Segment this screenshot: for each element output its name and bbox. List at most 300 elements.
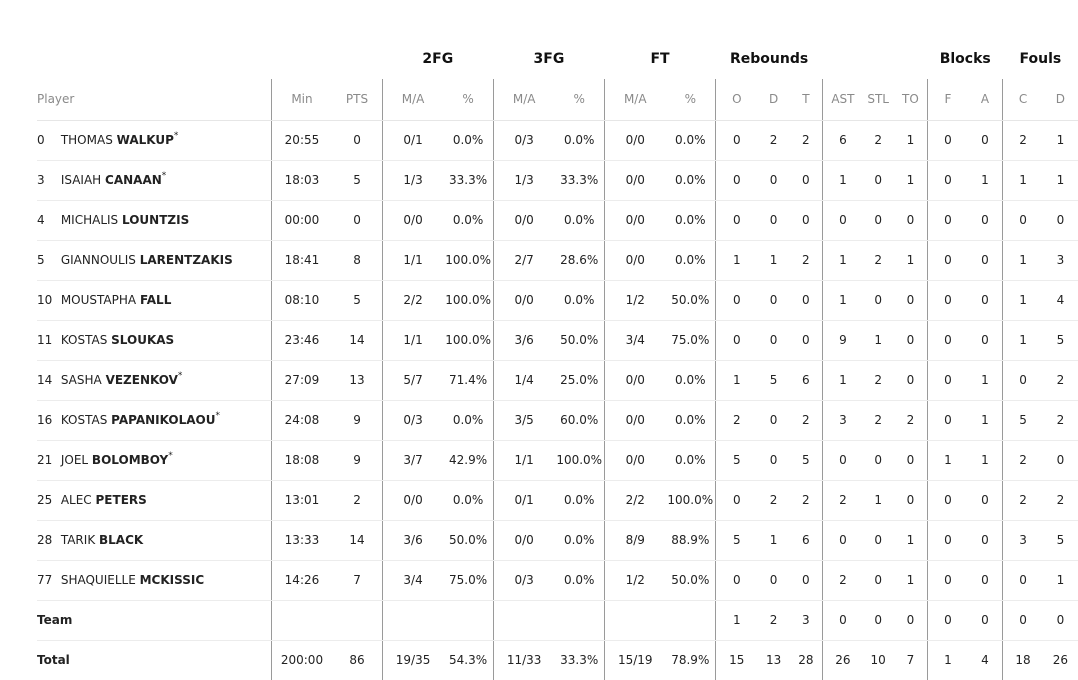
player-blk-f: 0	[928, 320, 968, 360]
summary-rows	[37, 600, 1078, 680]
player-reb-d: 0	[758, 400, 790, 440]
player-to: 1	[894, 560, 928, 600]
player-3fg-pct: 28.6%	[554, 240, 604, 280]
player-blk-f: 0	[928, 240, 968, 280]
player-min: 18:41	[271, 240, 332, 280]
starter-marker: *	[173, 131, 179, 141]
player-blk-a: 0	[968, 480, 1003, 520]
player-name-cell[interactable]	[37, 120, 271, 160]
player-stl: 0	[863, 520, 894, 560]
player-ast: 2	[823, 480, 863, 520]
player-reb-t: 5	[790, 440, 823, 480]
player-3fg-ma: 0/0	[493, 280, 554, 320]
team-label: Team	[37, 600, 271, 640]
total-fouls-d: 26	[1052, 653, 1069, 668]
player-2fg-pct: 0.0%	[443, 480, 493, 520]
table-row	[37, 120, 1078, 160]
player-number: 10	[37, 293, 53, 307]
player-number: 21	[37, 453, 53, 467]
player-ft-ma: 2/2	[604, 480, 665, 520]
player-name-cell[interactable]	[37, 280, 271, 320]
table-row	[37, 560, 1078, 600]
team-reb-o: 1	[716, 600, 758, 640]
player-pts: 9	[332, 440, 382, 480]
total-ft-ma: 15/19	[604, 640, 665, 680]
player-fouls-c: 2	[1003, 480, 1043, 520]
team-row	[37, 600, 1078, 640]
player-pts: 14	[332, 520, 382, 560]
player-reb-t: 0	[790, 280, 823, 320]
player-pts: 0	[332, 120, 382, 160]
total-label: Total	[37, 653, 70, 668]
player-fouls-c: 3	[1003, 520, 1043, 560]
total-fouls-c: 18	[1003, 640, 1043, 680]
player-to: 0	[894, 320, 928, 360]
player-blk-a: 1	[968, 440, 1003, 480]
player-last-name: MCKISSIC	[139, 573, 205, 587]
player-3fg-pct: 0.0%	[554, 280, 604, 320]
player-2fg-ma: 5/7	[382, 360, 443, 400]
player-to: 0	[894, 360, 928, 400]
player-2fg-pct: 100.0%	[443, 280, 493, 320]
player-reb-o: 2	[716, 400, 758, 440]
player-3fg-ma: 0/3	[493, 120, 554, 160]
player-ft-pct: 0.0%	[666, 400, 716, 440]
player-rows	[37, 120, 1078, 600]
player-fouls-c: 0	[1003, 360, 1043, 400]
column-header-reb-t: T	[790, 79, 823, 120]
player-ast: 0	[823, 520, 863, 560]
column-header-player: Player	[37, 79, 271, 120]
player-3fg-ma: 0/0	[493, 200, 554, 240]
player-reb-o: 0	[716, 280, 758, 320]
player-blk-a: 0	[968, 200, 1003, 240]
player-name-cell[interactable]	[37, 440, 271, 480]
column-header-2fg-ma: M/A	[382, 79, 443, 120]
player-blk-f: 0	[928, 400, 968, 440]
player-name-cell[interactable]	[37, 200, 271, 240]
table-row	[37, 240, 1078, 280]
player-to: 0	[894, 200, 928, 240]
total-min: 200:00	[271, 640, 332, 680]
player-fouls-c: 1	[1003, 320, 1043, 360]
player-blk-a: 0	[968, 280, 1003, 320]
player-min: 08:10	[271, 280, 332, 320]
player-pts: 9	[332, 400, 382, 440]
table-row	[37, 520, 1078, 560]
player-name-cell[interactable]	[37, 400, 271, 440]
player-ft-ma: 0/0	[604, 400, 665, 440]
column-header-ft-pct: %	[666, 79, 716, 120]
player-name-cell[interactable]	[37, 240, 271, 280]
player-reb-d: 0	[758, 440, 790, 480]
player-3fg-ma: 0/3	[493, 560, 554, 600]
player-fouls-c: 2	[1003, 440, 1043, 480]
total-row	[37, 640, 1078, 680]
player-2fg-ma: 1/1	[382, 320, 443, 360]
column-header-min: Min	[271, 79, 332, 120]
total-reb-o: 15	[716, 640, 758, 680]
player-fouls-c: 2	[1003, 120, 1043, 160]
player-name-cell[interactable]	[37, 160, 271, 200]
player-ast: 1	[823, 280, 863, 320]
total-ft-pct: 78.9%	[671, 653, 710, 668]
player-min: 20:55	[271, 120, 332, 160]
player-stl: 0	[863, 440, 894, 480]
player-fouls-d: 2	[1043, 480, 1078, 520]
total-3fg-pct: 33.3%	[560, 653, 599, 668]
player-ft-ma: 0/0	[604, 120, 665, 160]
player-2fg-pct: 0.0%	[443, 120, 493, 160]
player-blk-f: 0	[928, 520, 968, 560]
player-last-name: LARENTZAKIS	[139, 253, 233, 267]
player-last-name: VEZENKOV	[105, 373, 178, 387]
player-first-name: MICHALIS	[60, 213, 119, 227]
player-reb-d: 0	[758, 560, 790, 600]
player-ft-pct: 75.0%	[666, 320, 716, 360]
player-pts: 7	[332, 560, 382, 600]
column-header-to: TO	[894, 79, 928, 120]
starter-marker: *	[161, 171, 167, 181]
player-blk-f: 0	[928, 480, 968, 520]
player-ft-ma: 0/0	[604, 200, 665, 240]
player-reb-d: 2	[758, 120, 790, 160]
player-stl: 1	[863, 480, 894, 520]
player-3fg-ma: 1/4	[493, 360, 554, 400]
total-3fg-ma: 11/33	[493, 640, 554, 680]
player-reb-t: 0	[790, 560, 823, 600]
player-ast: 1	[823, 240, 863, 280]
player-reb-d: 0	[758, 280, 790, 320]
total-reb-d: 13	[765, 653, 782, 668]
player-number: 25	[37, 493, 53, 507]
player-3fg-pct: 0.0%	[554, 560, 604, 600]
player-last-name: LOUNTZIS	[122, 213, 190, 227]
team-blk-f: 0	[928, 600, 968, 640]
column-header-fouls-d: D	[1043, 79, 1078, 120]
player-3fg-pct: 0.0%	[554, 120, 604, 160]
player-2fg-pct: 100.0%	[443, 240, 493, 280]
starter-marker: *	[177, 371, 183, 381]
player-2fg-pct: 0.0%	[443, 400, 493, 440]
column-header-3fg-ma: M/A	[493, 79, 554, 120]
player-blk-a: 0	[968, 560, 1003, 600]
player-ft-pct: 0.0%	[666, 440, 716, 480]
player-blk-f: 0	[928, 560, 968, 600]
player-stl: 2	[863, 240, 894, 280]
player-blk-a: 1	[968, 160, 1003, 200]
player-first-name: JOEL	[60, 453, 89, 467]
player-ast: 6	[823, 120, 863, 160]
player-first-name: KOSTAS	[60, 413, 108, 427]
player-fouls-c: 5	[1003, 400, 1043, 440]
player-last-name: SLOUKAS	[111, 333, 175, 347]
starter-marker: *	[168, 451, 173, 461]
column-header-ast: AST	[823, 79, 863, 120]
player-2fg-ma: 0/0	[382, 200, 443, 240]
player-reb-o: 5	[716, 440, 758, 480]
player-3fg-pct: 60.0%	[554, 400, 604, 440]
player-pts: 13	[332, 360, 382, 400]
player-reb-o: 0	[716, 120, 758, 160]
player-min: 18:03	[271, 160, 332, 200]
team-reb-d: 2	[758, 600, 790, 640]
player-pts: 14	[332, 320, 382, 360]
player-min: 24:08	[271, 400, 332, 440]
player-ft-pct: 100.0%	[666, 480, 716, 520]
player-reb-t: 0	[790, 200, 823, 240]
column-header-reb-o: O	[716, 79, 758, 120]
player-2fg-pct: 33.3%	[443, 160, 493, 200]
player-fouls-d: 0	[1043, 200, 1078, 240]
player-blk-f: 0	[928, 360, 968, 400]
player-number: 5	[37, 253, 45, 267]
group-header-row	[37, 37, 1078, 79]
total-2fg-ma: 19/35	[382, 640, 443, 680]
player-number: 11	[37, 333, 53, 347]
player-last-name: BOLOMBOY	[91, 453, 169, 467]
player-3fg-pct: 100.0%	[554, 440, 604, 480]
player-stl: 0	[863, 560, 894, 600]
table-row	[37, 200, 1078, 240]
player-reb-d: 1	[758, 240, 790, 280]
player-blk-a: 0	[968, 240, 1003, 280]
player-ast: 9	[823, 320, 863, 360]
player-ft-pct: 0.0%	[666, 160, 716, 200]
player-ft-pct: 88.9%	[666, 520, 716, 560]
player-ft-pct: 0.0%	[666, 240, 716, 280]
player-to: 0	[894, 440, 928, 480]
player-fouls-d: 1	[1043, 560, 1078, 600]
player-stl: 2	[863, 360, 894, 400]
player-fouls-c: 0	[1003, 200, 1043, 240]
player-name-cell[interactable]	[37, 560, 271, 600]
total-pts: 86	[349, 653, 365, 668]
player-stl: 2	[863, 120, 894, 160]
player-blk-f: 0	[928, 200, 968, 240]
player-2fg-pct: 50.0%	[443, 520, 493, 560]
player-stl: 0	[863, 160, 894, 200]
player-first-name: SHAQUIELLE	[60, 573, 136, 587]
player-fouls-d: 2	[1043, 400, 1078, 440]
player-pts: 8	[332, 240, 382, 280]
player-reb-o: 5	[716, 520, 758, 560]
player-2fg-pct: 71.4%	[443, 360, 493, 400]
column-header-stl: STL	[863, 79, 894, 120]
player-ft-pct: 0.0%	[666, 200, 716, 240]
player-fouls-c: 0	[1003, 560, 1043, 600]
player-blk-f: 0	[928, 120, 968, 160]
player-stl: 2	[863, 400, 894, 440]
column-header-fouls-c: C	[1003, 79, 1043, 120]
player-blk-a: 1	[968, 400, 1003, 440]
starter-marker: *	[215, 411, 220, 421]
player-2fg-ma: 3/6	[382, 520, 443, 560]
total-blk-a: 4	[981, 653, 989, 668]
player-3fg-ma: 1/1	[493, 440, 554, 480]
player-name-cell[interactable]	[37, 480, 271, 520]
player-first-name: SASHA	[60, 373, 102, 387]
player-stl: 0	[863, 200, 894, 240]
player-3fg-pct: 33.3%	[554, 160, 604, 200]
group-header-blank	[37, 37, 271, 79]
player-first-name: KOSTAS	[60, 333, 108, 347]
player-name-cell[interactable]	[37, 320, 271, 360]
team-reb-t: 3	[790, 600, 823, 640]
player-ft-pct: 50.0%	[666, 560, 716, 600]
table-row	[37, 440, 1078, 480]
player-number: 28	[37, 533, 53, 547]
player-number: 16	[37, 413, 53, 427]
column-header-3fg-pct: %	[554, 79, 604, 120]
player-last-name: FALL	[139, 293, 172, 307]
table-row	[37, 280, 1078, 320]
player-stl: 1	[863, 320, 894, 360]
player-reb-t: 2	[790, 400, 823, 440]
player-fouls-d: 4	[1043, 280, 1078, 320]
player-ast: 0	[823, 440, 863, 480]
player-2fg-ma: 3/4	[382, 560, 443, 600]
player-fouls-d: 5	[1043, 320, 1078, 360]
team-fouls-d: 0	[1043, 600, 1078, 640]
player-2fg-ma: 0/1	[382, 120, 443, 160]
column-header-blk-f: F	[928, 79, 968, 120]
player-3fg-pct: 0.0%	[554, 480, 604, 520]
player-ast: 3	[823, 400, 863, 440]
player-to: 1	[894, 520, 928, 560]
player-2fg-pct: 0.0%	[443, 200, 493, 240]
player-reb-t: 0	[790, 160, 823, 200]
player-name-cell[interactable]	[37, 360, 271, 400]
player-stl: 0	[863, 280, 894, 320]
player-3fg-pct: 0.0%	[554, 200, 604, 240]
player-3fg-ma: 3/5	[493, 400, 554, 440]
group-header-rebounds: Rebounds	[729, 51, 809, 67]
player-ft-pct: 0.0%	[666, 360, 716, 400]
group-header-3fg: 3FG	[533, 51, 565, 67]
player-3fg-ma: 0/0	[493, 520, 554, 560]
player-ft-ma: 1/2	[604, 560, 665, 600]
group-header-blocks: Blocks	[939, 51, 991, 67]
player-pts: 5	[332, 160, 382, 200]
player-min: 13:33	[271, 520, 332, 560]
player-first-name: THOMAS	[60, 133, 113, 147]
column-header-ft-ma: M/A	[604, 79, 665, 120]
player-to: 1	[894, 120, 928, 160]
player-number: 0	[37, 133, 45, 147]
player-reb-o: 0	[716, 200, 758, 240]
player-number: 4	[37, 213, 45, 227]
player-ast: 1	[823, 160, 863, 200]
player-reb-t: 2	[790, 120, 823, 160]
total-stl: 10	[870, 653, 886, 668]
player-min: 14:26	[271, 560, 332, 600]
player-3fg-pct: 0.0%	[554, 520, 604, 560]
player-ast: 2	[823, 560, 863, 600]
group-header-fouls: Fouls	[1019, 51, 1062, 67]
player-blk-a: 0	[968, 520, 1003, 560]
player-ft-ma: 1/2	[604, 280, 665, 320]
player-fouls-c: 1	[1003, 160, 1043, 200]
player-2fg-ma: 1/1	[382, 240, 443, 280]
player-first-name: GIANNOULIS	[60, 253, 136, 267]
player-ft-ma: 3/4	[604, 320, 665, 360]
player-last-name: CANAAN	[105, 173, 162, 187]
player-2fg-ma: 1/3	[382, 160, 443, 200]
player-ft-ma: 0/0	[604, 360, 665, 400]
player-2fg-ma: 2/2	[382, 280, 443, 320]
player-ft-ma: 0/0	[604, 440, 665, 480]
player-fouls-d: 0	[1043, 440, 1078, 480]
player-min: 27:09	[271, 360, 332, 400]
table-row	[37, 480, 1078, 520]
column-header-reb-d: D	[758, 79, 790, 120]
player-first-name: MOUSTAPHA	[60, 293, 137, 307]
player-last-name: PAPANIKOLAOU	[111, 413, 216, 427]
total-to: 7	[906, 653, 915, 668]
team-fouls-c: 0	[1003, 600, 1043, 640]
table-row	[37, 400, 1078, 440]
total-ast: 26	[823, 640, 863, 680]
player-2fg-ma: 0/0	[382, 480, 443, 520]
table-row	[37, 160, 1078, 200]
player-first-name: ALEC	[60, 493, 92, 507]
player-to: 1	[894, 240, 928, 280]
player-last-name: BLACK	[99, 533, 144, 547]
player-first-name: ISAIAH	[60, 173, 102, 187]
player-2fg-ma: 3/7	[382, 440, 443, 480]
player-to: 0	[894, 280, 928, 320]
player-reb-d: 1	[758, 520, 790, 560]
player-3fg-ma: 3/6	[493, 320, 554, 360]
player-fouls-c: 1	[1003, 280, 1043, 320]
table-row	[37, 320, 1078, 360]
player-fouls-d: 5	[1043, 520, 1078, 560]
player-fouls-c: 1	[1003, 240, 1043, 280]
player-fouls-d: 3	[1043, 240, 1078, 280]
player-name-cell[interactable]	[37, 520, 271, 560]
player-ft-ma: 0/0	[604, 240, 665, 280]
player-pts: 0	[332, 200, 382, 240]
player-to: 2	[894, 400, 928, 440]
player-blk-a: 1	[968, 360, 1003, 400]
total-2fg-pct: 54.3%	[449, 653, 488, 668]
column-header-pts: PTS	[332, 79, 382, 120]
player-ft-pct: 0.0%	[666, 120, 716, 160]
player-reb-t: 2	[790, 240, 823, 280]
team-stl: 0	[863, 600, 894, 640]
player-blk-f: 1	[928, 440, 968, 480]
player-2fg-ma: 0/3	[382, 400, 443, 440]
boxscore-table	[37, 37, 1078, 680]
player-ft-ma: 8/9	[604, 520, 665, 560]
player-reb-d: 5	[758, 360, 790, 400]
player-3fg-ma: 1/3	[493, 160, 554, 200]
group-header-ft: FT	[650, 51, 670, 67]
player-fouls-d: 1	[1043, 120, 1078, 160]
player-reb-d: 0	[758, 320, 790, 360]
player-min: 00:00	[271, 200, 332, 240]
player-min: 23:46	[271, 320, 332, 360]
player-reb-o: 0	[716, 560, 758, 600]
player-reb-t: 0	[790, 320, 823, 360]
player-reb-o: 0	[716, 320, 758, 360]
player-2fg-pct: 75.0%	[443, 560, 493, 600]
player-last-name: WALKUP	[116, 133, 174, 147]
team-blk-a: 0	[968, 600, 1003, 640]
player-blk-a: 0	[968, 320, 1003, 360]
player-ft-pct: 50.0%	[666, 280, 716, 320]
